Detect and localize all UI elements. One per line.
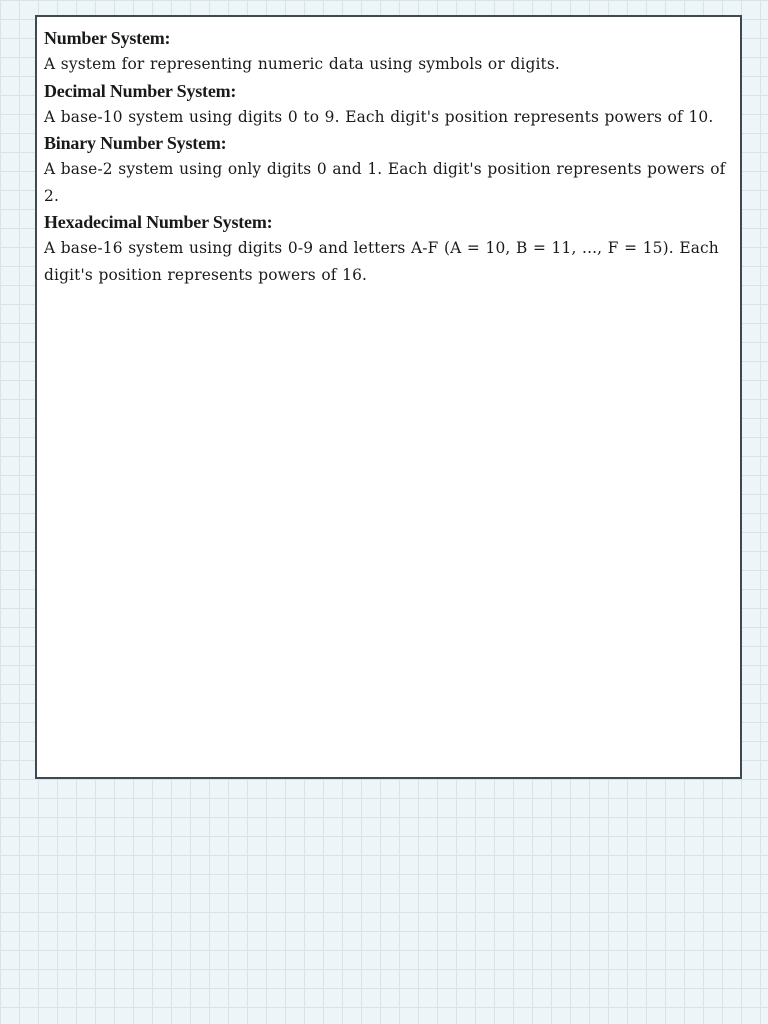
definition-hexadecimal-number-system: A base-16 system using digits 0-9 and letters A-F (A = 10, B = 11, ..., F = 15). Each digit's position represents powers of 16.	[44, 239, 719, 284]
definition-number-system: A system for representing numeric data using symbols or digits.	[44, 55, 560, 73]
definition-decimal-number-system: A base-10 system using digits 0 to 9. Each digit's position represents powers of 10.	[44, 107, 714, 126]
definition-binary-number-system: A base-2 system using only digits 0 and 1. Each digit's position represents powers of 2.	[44, 160, 726, 205]
definitions-card	[35, 15, 742, 779]
term-decimal-number-system: Decimal Number System:	[44, 80, 237, 101]
term-hexadecimal-number-system: Hexadecimal Number System:	[44, 212, 273, 232]
definitions-list	[37, 17, 740, 288]
term-binary-number-system: Binary Number System:	[44, 133, 227, 153]
term-number-system: Number System:	[44, 28, 171, 48]
